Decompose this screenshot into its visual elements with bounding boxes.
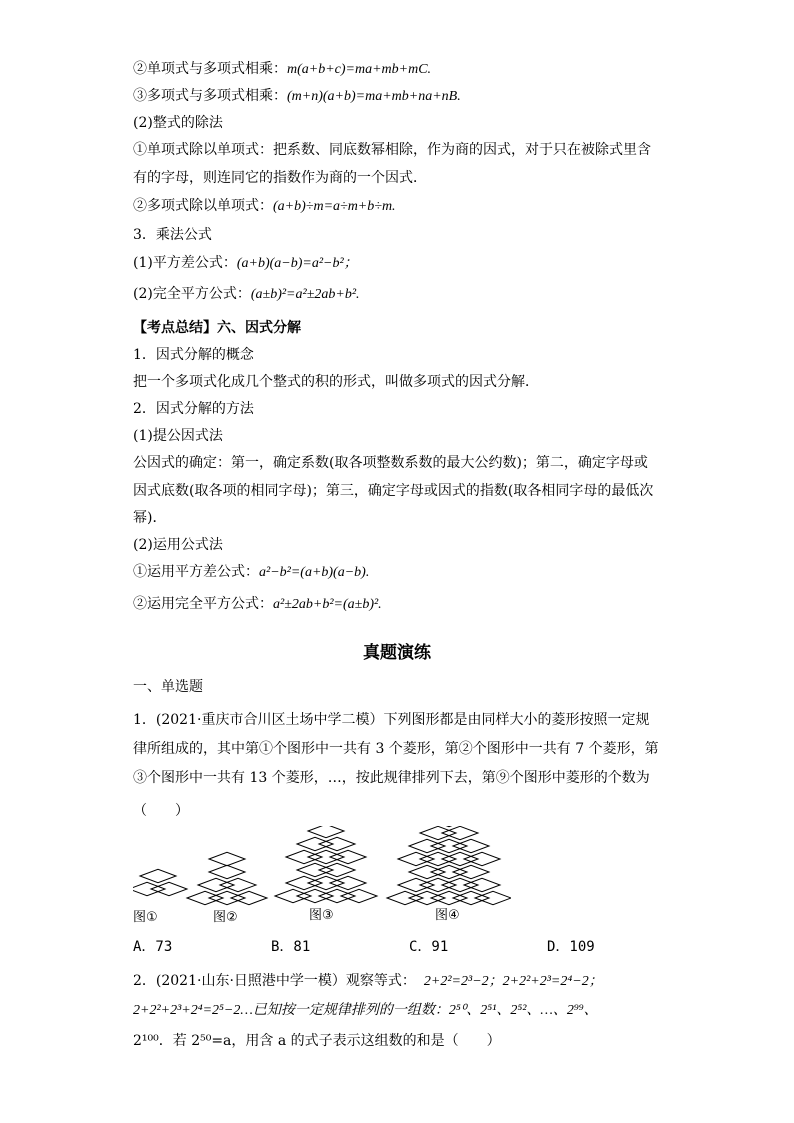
choice-c[interactable]: C．91 [409,939,449,955]
line-15: 公因式的确定：第一，确定系数(取各项整数系数的最大公约数)；第二，确定字母或 [133,455,648,471]
figure-label-2: 图② [213,910,238,925]
line-20: ②运用完全平方公式：a²±2ab+b²=(a±b)². [133,596,382,612]
q2-line-3: 2¹⁰⁰．若 2⁵⁰=a，用含 a 的式子表示这组数的和是（ ） [133,1033,501,1049]
line-13: 2．因式分解的方法 [133,401,254,417]
figure-label-4: 图④ [435,908,460,923]
line-19: ①运用平方差公式：a²−b²=(a+b)(a−b). [133,564,370,580]
subsection-title: 一、单选题 [133,679,203,695]
choice-a[interactable]: A．73 [133,939,173,955]
line-8: (1)平方差公式：(a+b)(a−b)=a²−b²； [133,255,358,271]
rhombus-figure [133,826,511,928]
q1-line-2: 律所组成的，其中第①个图形中一共有 3 个菱形，第②个图形中一共有 7 个菱形，第 [133,741,659,757]
line-18: (2)运用公式法 [133,537,223,553]
q1-line-4: （ ） [133,803,189,819]
line-6: ②多项式除以单项式：(a+b)÷m=a÷m+b÷m. [133,198,396,214]
line-2: ③多项式与多项式相乘：(m+n)(a+b)=ma+mb+na+nB. [133,88,461,104]
figure-label-3: 图③ [309,908,334,923]
q2-line-2: 2+2²+2³+2⁴=2⁵−2…已知按一定规律排列的一组数：2⁵⁰、2⁵¹、2⁵²、…、2⁹⁹、 [133,1003,598,1018]
figure-label-1: 图① [133,910,158,925]
q1-line-3: ③个图形中一共有 13 个菱形，…，按此规律排列下去，第⑨个图形中菱形的个数为 [133,770,650,786]
line-7: 3．乘法公式 [133,227,212,243]
line-4: ①单项式除以单项式：把系数、同底数幂相除，作为商的因式，对于只在被除式里含 [133,142,651,158]
line-9: (2)完全平方公式：(a±b)²=a²±2ab+b². [133,286,360,302]
section-title: 真题演练 [363,643,431,663]
line-14: (1)提公因式法 [133,428,223,444]
choice-d[interactable]: D．109 [547,939,595,955]
line-5: 有的字母，则连同它的指数作为商的一个因式． [133,170,427,186]
line-16: 因式底数(取各项的相同字母)；第三，确定字母或因式的指数(取各相同字母的最低次 [133,483,654,499]
q2-line-1: 2．(2021·山东·日照港中学一模）观察等式： 2+2²=2³−2；2+2²+2³=2⁴−2； [133,973,603,989]
line-3: (2)整式的除法 [133,115,223,131]
line-1: ②单项式与多项式相乘：m(a+b+c)=ma+mb+mC. [133,61,432,77]
line-11: 1．因式分解的概念 [133,347,254,363]
section-heading: 【考点总结】六、因式分解 [133,320,301,336]
line-17: 幂)． [133,510,167,526]
q1-line-1: 1．(2021·重庆市合川区土场中学二模）下列图形都是由同样大小的菱形按照一定规 [133,712,650,728]
line-12: 把一个多项式化成几个整式的积的形式，叫做多项式的因式分解． [133,374,539,390]
choice-b[interactable]: B．81 [271,939,311,955]
